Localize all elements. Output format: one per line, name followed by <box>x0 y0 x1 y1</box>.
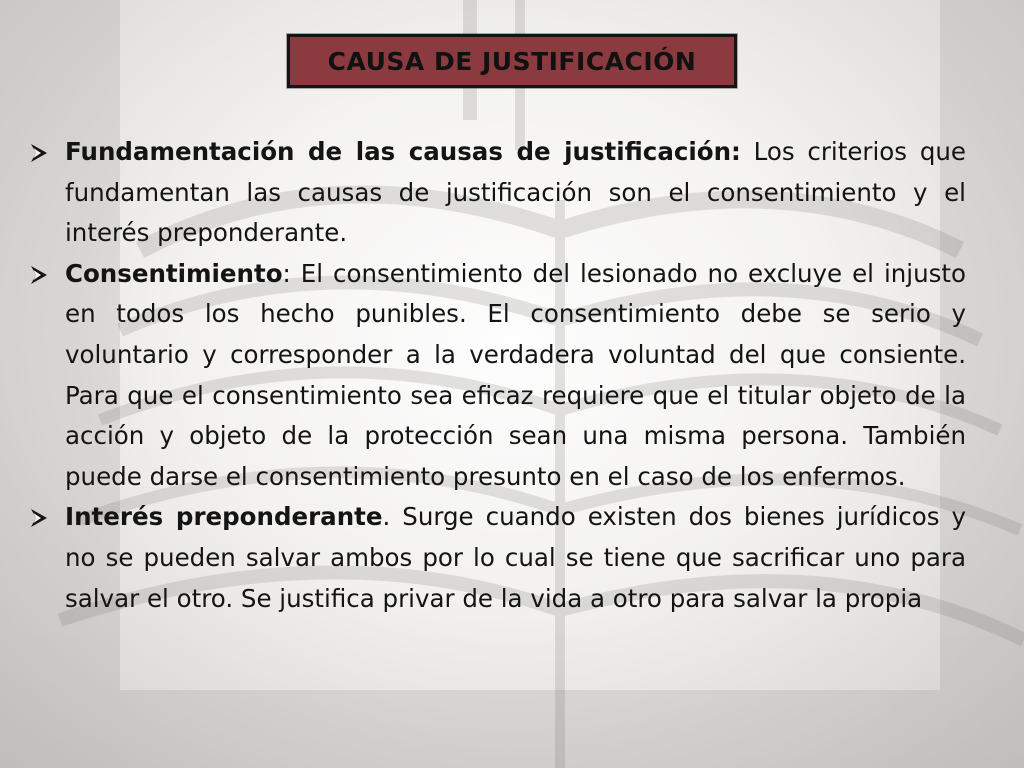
bullet-item-interes-preponderante <box>20 497 966 619</box>
bullet-heading: Fundamentación de las causas de justificación: <box>65 137 741 166</box>
bullet-body: El consentimiento del lesionado no excluye el injusto en todos los hecho punibles. El consentimiento debe se serio y voluntario y corresponder a la verdadera voluntad del que consiente. Para que el consentimiento sea eficaz requiere que el titular objeto de la acción y objeto de la protección sean una misma persona. También puede darse el consentimiento presunto en el caso de los enfermos. <box>65 258 966 491</box>
bullet-body: Surge cuando existen dos bienes jurídicos y no se pueden salvar ambos por lo cual se tiene que sacrificar uno para salvar el otro. Se justifica privar de la vida a otro para salvar la propia <box>65 502 966 613</box>
bullet-separator: : <box>282 258 301 288</box>
arrowhead-bullet-icon <box>28 507 50 529</box>
slide-title: CAUSA DE JUSTIFICACIÓN <box>327 46 697 76</box>
bullet-separator: . <box>382 502 403 532</box>
arrowhead-bullet-icon <box>28 264 50 286</box>
bullet-paragraph <box>65 254 966 498</box>
bullet-item-fundamentacion <box>20 132 966 254</box>
bullet-item-consentimiento <box>20 254 966 498</box>
title-box <box>287 34 737 88</box>
bullet-heading: Interés preponderante <box>65 502 383 532</box>
arrowhead-bullet-icon <box>28 142 50 164</box>
bullet-body: Los criterios que fundamentan las causas de justificación son el consentimiento y el interés preponderante. <box>65 137 966 248</box>
bullet-paragraph <box>65 132 966 254</box>
bullet-separator <box>741 137 754 166</box>
bullet-heading: Consentimiento <box>65 258 283 288</box>
bullet-list <box>20 132 966 619</box>
bullet-paragraph <box>65 497 966 619</box>
